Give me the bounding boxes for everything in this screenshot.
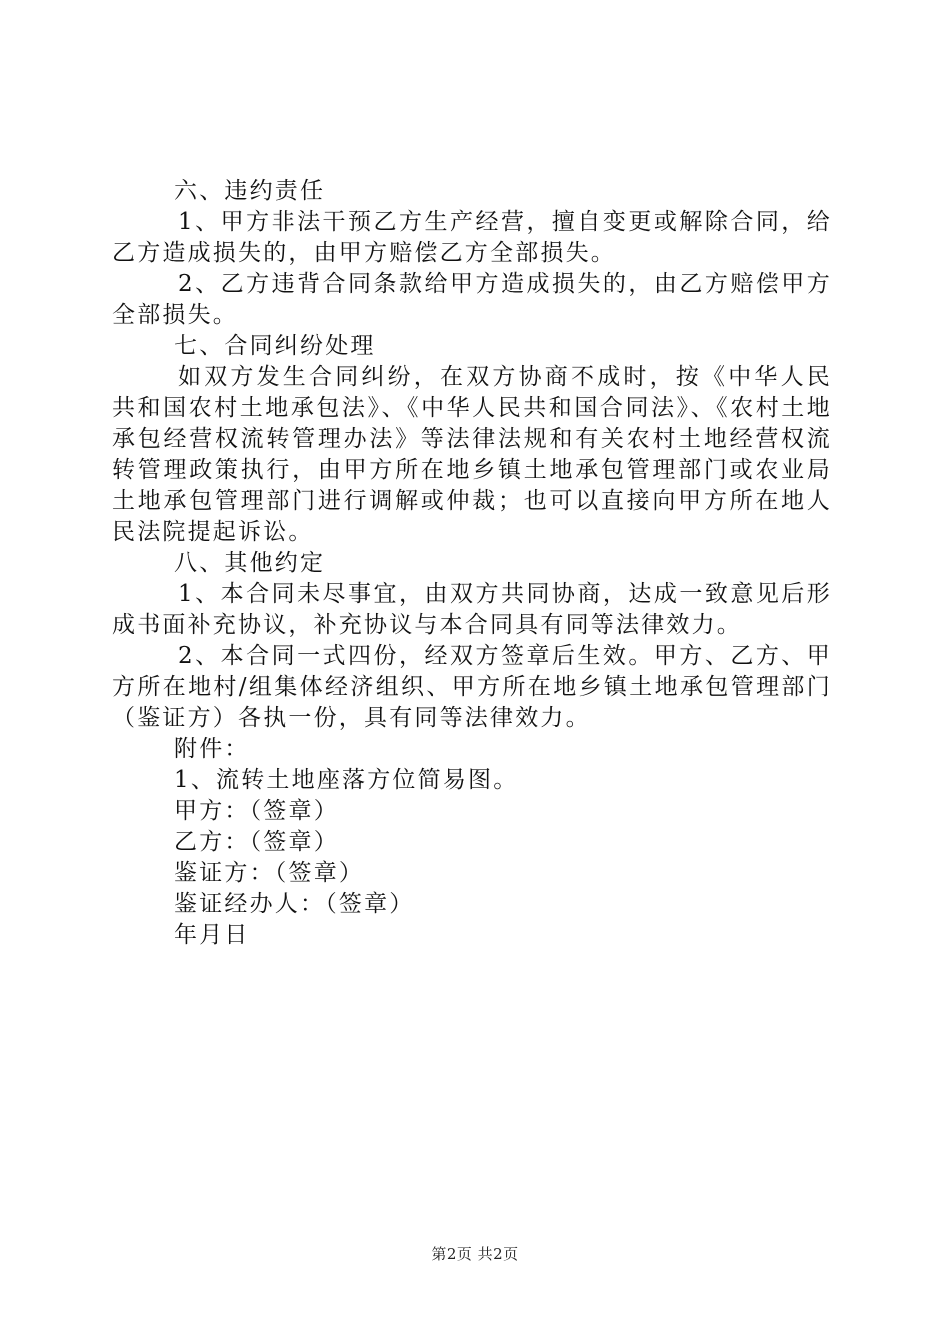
document-body — [112, 176, 832, 951]
date-line: 年月日 — [174, 922, 250, 948]
paragraph-other-copies: 2、本合同一式四份，经双方签章后生效。甲方、乙方、甲方所在地村/组集体经济组织、甲方所在地乡镇土地承包管理部门（鉴证方）各执一份，具有同等法律效力。 — [112, 643, 832, 731]
section-heading-other: 八、其他约定 — [174, 550, 326, 576]
section-heading-breach: 六、违约责任 — [174, 178, 326, 204]
signature-witness-agent: 鉴证经办人：（签章） — [174, 891, 415, 917]
page-number-footer: 第2页 共2页 — [431, 1245, 519, 1263]
paragraph-dispute-resolution: 如双方发生合同纠纷，在双方协商不成时，按《中华人民共和国农村土地承包法》、《中华人民共和国合同法》、《农村土地承包经营权流转管理办法》等法律法规和有关农村土地经营权流转管理政策执行，由甲方所在地乡镇土地承包管理部门或农业局土地承包管理部门进行调解或仲裁；也可以直接向甲方所在地人民法院提起诉讼。 — [112, 364, 832, 545]
attachment-label: 附件： — [174, 736, 250, 762]
paragraph-breach-party-a: 1、甲方非法干预乙方生产经营，擅自变更或解除合同，给乙方造成损失的，由甲方赔偿乙方全部损失。 — [112, 209, 832, 266]
attachment-item: 1、流转土地座落方位简易图。 — [174, 767, 519, 793]
paragraph-other-supplement: 1、本合同未尽事宜，由双方共同协商，达成一致意见后形成书面补充协议，补充协议与本合同具有同等法律效力。 — [112, 581, 832, 638]
signature-witness: 鉴证方：（签章） — [174, 860, 365, 886]
signature-party-b: 乙方：（签章） — [174, 829, 339, 855]
paragraph-breach-party-b: 2、乙方违背合同条款给甲方造成损失的，由乙方赔偿甲方全部损失。 — [112, 271, 832, 328]
signature-party-a: 甲方：（签章） — [174, 798, 339, 824]
section-heading-dispute: 七、合同纠纷处理 — [174, 333, 376, 359]
